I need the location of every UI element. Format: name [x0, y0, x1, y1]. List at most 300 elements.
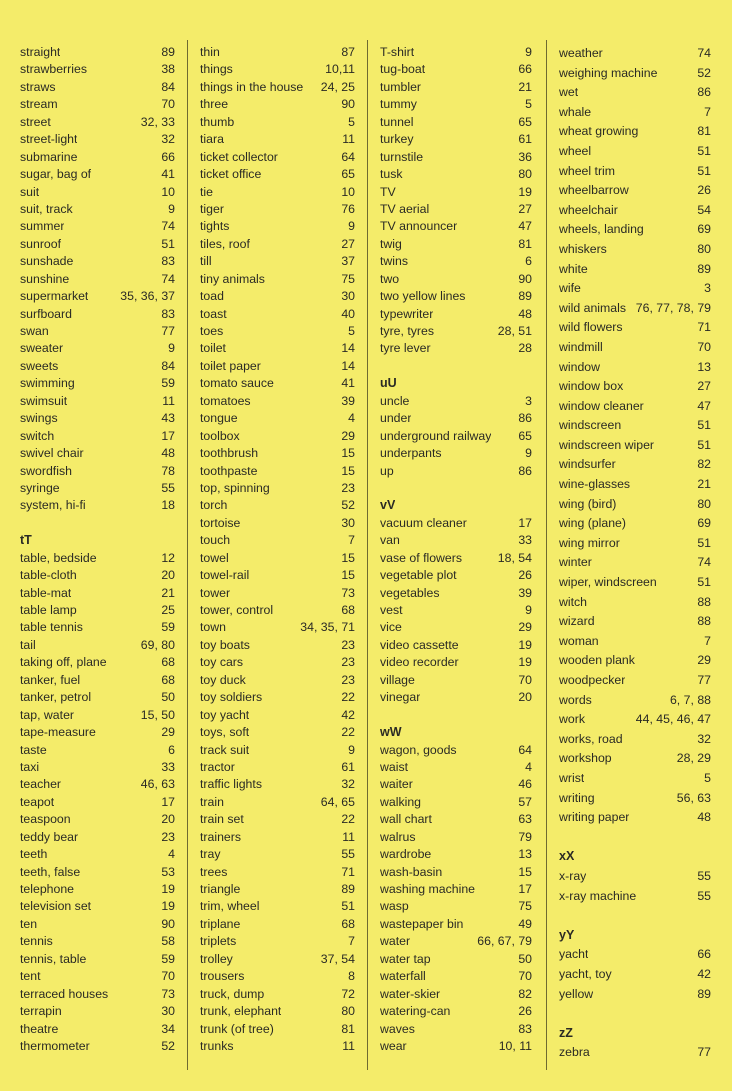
- entry-word: wooden plank: [559, 653, 635, 668]
- index-entry: [380, 864, 532, 881]
- entry-word: taste: [20, 742, 47, 757]
- entry-word: swivel chair: [20, 446, 84, 461]
- entry-page-numbers: 66: [697, 947, 711, 962]
- entry-word: straight: [20, 45, 61, 59]
- entry-word: wardrobe: [380, 847, 432, 862]
- entry-page-numbers: 58: [161, 934, 175, 949]
- index-entry: [380, 898, 532, 915]
- entry-page-numbers: 21: [697, 477, 711, 492]
- entry-page-numbers: 19: [161, 882, 175, 896]
- entry-page-numbers: 89: [341, 882, 355, 896]
- index-entry: [380, 149, 532, 166]
- entry-word: train: [200, 794, 224, 809]
- entry-word: tiara: [200, 132, 224, 147]
- index-entry: [20, 79, 175, 96]
- index-entry: [20, 480, 175, 497]
- index-entry: [559, 867, 711, 887]
- index-entry: [200, 79, 355, 96]
- entry-page-numbers: 75: [341, 271, 355, 286]
- entry-page-numbers: 15: [341, 568, 355, 583]
- index-entry: [200, 951, 355, 968]
- entry-page-numbers: 51: [161, 236, 175, 251]
- entry-word: toys, soft: [200, 725, 250, 740]
- entry-page-numbers: 81: [341, 1021, 355, 1036]
- entry-page-numbers: 26: [697, 183, 711, 198]
- index-entry: [200, 358, 355, 375]
- entry-page-numbers: 68: [161, 672, 175, 687]
- entry-word: waves: [380, 1021, 415, 1036]
- index-entry: [200, 428, 355, 445]
- entry-word: towel: [200, 550, 229, 565]
- index-entry: [20, 236, 175, 253]
- entry-page-numbers: 42: [341, 707, 355, 722]
- index-entry: [559, 44, 711, 64]
- entry-word: washing machine: [380, 882, 476, 896]
- entry-word: workshop: [559, 751, 612, 766]
- index-entry: [559, 769, 711, 789]
- index-entry: [559, 985, 711, 1005]
- entry-page-numbers: 66, 67, 79: [477, 934, 532, 949]
- column-divider: [367, 40, 368, 1070]
- section-gap: [20, 515, 175, 532]
- entry-page-numbers: 71: [341, 864, 355, 879]
- entry-page-numbers: 48: [697, 810, 711, 825]
- entry-page-numbers: 11: [342, 1038, 355, 1053]
- index-entry: [200, 550, 355, 567]
- entry-page-numbers: 50: [518, 951, 532, 966]
- index-entry: [20, 689, 175, 706]
- index-entry: [380, 44, 532, 61]
- entry-word: village: [380, 672, 415, 687]
- letter-heading: [559, 926, 711, 946]
- entry-word: touch: [200, 533, 231, 548]
- index-entry: [200, 776, 355, 793]
- entry-page-numbers: 28, 29: [676, 751, 711, 766]
- index-entry: [20, 742, 175, 759]
- entry-word: thin: [200, 45, 220, 59]
- entry-page-numbers: 63: [518, 812, 532, 827]
- entry-word: wing (bird): [559, 496, 617, 511]
- entry-word: tray: [200, 847, 221, 862]
- index-entry: [20, 166, 175, 183]
- entry-word: yacht, toy: [559, 966, 612, 981]
- index-entry: [200, 114, 355, 131]
- entry-word: wild animals: [559, 300, 626, 315]
- entry-word: swan: [20, 324, 49, 338]
- entry-word: toilet paper: [200, 358, 261, 373]
- entry-word: trunks: [200, 1038, 234, 1053]
- entry-page-numbers: 19: [161, 899, 175, 914]
- index-entry: [559, 749, 711, 769]
- index-entry: [380, 1003, 532, 1020]
- index-entry: [380, 306, 532, 323]
- index-entry: [559, 651, 711, 671]
- index-entry: [20, 201, 175, 218]
- index-entry: [20, 619, 175, 636]
- index-entry: [200, 166, 355, 183]
- entry-page-numbers: 88: [697, 614, 711, 629]
- entry-page-numbers: 80: [518, 167, 532, 182]
- index-entry: [380, 951, 532, 968]
- index-entry: [200, 1003, 355, 1020]
- index-entry: [559, 789, 711, 809]
- entry-word: waterfall: [380, 969, 426, 984]
- index-entry: [380, 689, 532, 706]
- index-entry: [20, 602, 175, 619]
- entry-word: switch: [20, 428, 55, 443]
- entry-page-numbers: 5: [348, 324, 355, 338]
- index-entry: [20, 916, 175, 933]
- entry-word: work: [559, 712, 585, 727]
- entry-page-numbers: 20: [518, 690, 532, 705]
- entry-page-numbers: 6: [168, 742, 175, 757]
- entry-page-numbers: 17: [161, 428, 175, 443]
- index-entry: [380, 811, 532, 828]
- entry-page-numbers: 90: [161, 916, 175, 931]
- index-column-4: [559, 44, 711, 1063]
- entry-word: x-ray: [559, 868, 587, 883]
- entry-word: three: [200, 97, 229, 112]
- index-entry: [20, 724, 175, 741]
- index-entry: [20, 846, 175, 863]
- entry-page-numbers: 73: [341, 585, 355, 600]
- entry-page-numbers: 47: [518, 219, 532, 234]
- index-entry: [200, 340, 355, 357]
- entry-word: white: [559, 261, 588, 276]
- entry-word: vinegar: [380, 690, 421, 705]
- entry-word: taking off, plane: [20, 655, 107, 670]
- entry-word: tap, water: [20, 707, 74, 722]
- entry-page-numbers: 55: [161, 480, 175, 495]
- entry-page-numbers: 69: [697, 516, 711, 531]
- entry-word: wing mirror: [559, 535, 620, 550]
- index-entry: [20, 184, 175, 201]
- entry-page-numbers: 37: [341, 254, 355, 269]
- entry-page-numbers: 53: [161, 864, 175, 879]
- entry-word: ticket collector: [200, 149, 278, 164]
- entry-page-numbers: 9: [525, 45, 532, 59]
- entry-word: tanker, petrol: [20, 690, 92, 705]
- entry-page-numbers: 69, 80: [140, 637, 175, 652]
- entry-page-numbers: 51: [697, 575, 711, 590]
- entry-page-numbers: 27: [518, 201, 532, 216]
- entry-page-numbers: 10, 11: [498, 1038, 532, 1053]
- entry-word: telephone: [20, 882, 75, 896]
- entry-page-numbers: 64: [518, 742, 532, 757]
- entry-word: tower, control: [200, 603, 274, 617]
- entry-word: woman: [559, 633, 599, 648]
- index-entry: [20, 794, 175, 811]
- entry-page-numbers: 14: [341, 358, 355, 373]
- entry-word: tape-measure: [20, 725, 96, 740]
- index-entry: [380, 654, 532, 671]
- index-entry: [20, 340, 175, 357]
- index-entry: [380, 131, 532, 148]
- index-entry: [380, 201, 532, 218]
- index-entry: [380, 288, 532, 305]
- entry-word: up: [380, 463, 394, 478]
- entry-page-numbers: 83: [518, 1021, 532, 1036]
- index-entry: [20, 864, 175, 881]
- entry-page-numbers: 52: [161, 1038, 175, 1053]
- index-entry: [20, 44, 175, 61]
- entry-page-numbers: 5: [704, 770, 711, 785]
- index-entry: [20, 707, 175, 724]
- index-entry: [200, 532, 355, 549]
- entry-word: underground railway: [380, 428, 492, 443]
- index-entry: [559, 260, 711, 280]
- section-gap: [380, 480, 532, 497]
- entry-word: water-skier: [380, 986, 441, 1001]
- index-entry: [559, 358, 711, 378]
- entry-word: toast: [200, 306, 227, 321]
- index-entry: [559, 142, 711, 162]
- index-entry: [559, 691, 711, 711]
- entry-page-numbers: 76, 77, 78, 79: [635, 300, 711, 315]
- entry-word: straws: [20, 79, 56, 94]
- entry-page-numbers: 28: [518, 341, 532, 356]
- index-entry: [20, 96, 175, 113]
- index-entry: [200, 986, 355, 1003]
- index-entry: [559, 279, 711, 299]
- entry-word: train set: [200, 812, 244, 827]
- entry-word: summer: [20, 219, 65, 234]
- index-entry: [559, 671, 711, 691]
- index-entry: [20, 898, 175, 915]
- entry-page-numbers: 78: [161, 463, 175, 478]
- entry-word: van: [380, 533, 400, 548]
- entry-word: turkey: [380, 132, 414, 147]
- index-entry: [559, 710, 711, 730]
- entry-page-numbers: 51: [341, 899, 355, 914]
- index-entry: [200, 619, 355, 636]
- index-entry: [559, 553, 711, 573]
- index-entry: [380, 114, 532, 131]
- entry-page-numbers: 52: [697, 65, 711, 80]
- index-entry: [559, 240, 711, 260]
- entry-page-numbers: 65: [341, 167, 355, 182]
- entry-page-numbers: 6: [525, 254, 532, 269]
- entry-page-numbers: 89: [161, 45, 175, 59]
- entry-page-numbers: 55: [697, 868, 711, 883]
- entry-page-numbers: 68: [161, 655, 175, 670]
- index-entry: [380, 933, 532, 950]
- index-entry: [200, 184, 355, 201]
- index-entry: [380, 550, 532, 567]
- entry-word: windscreen: [559, 418, 622, 433]
- entry-page-numbers: 32: [161, 132, 175, 147]
- section-gap: [559, 906, 711, 926]
- index-entry: [200, 724, 355, 741]
- entry-page-numbers: 49: [518, 916, 532, 931]
- entry-word: terrapin: [20, 1004, 62, 1019]
- entry-word: toothbrush: [200, 446, 259, 461]
- entry-word: toolbox: [200, 428, 240, 443]
- entry-page-numbers: 15: [341, 463, 355, 478]
- index-entry: [380, 567, 532, 584]
- index-entry: [20, 585, 175, 602]
- entry-word: walking: [380, 794, 422, 809]
- entry-word: windsurfer: [559, 457, 616, 472]
- entry-word: writing: [559, 790, 595, 805]
- index-entry: [200, 393, 355, 410]
- index-entry: [200, 61, 355, 78]
- index-entry: [200, 323, 355, 340]
- entry-word: wagon, goods: [380, 742, 457, 757]
- entry-word: theatre: [20, 1021, 59, 1036]
- index-entry: [200, 864, 355, 881]
- entry-word: swimsuit: [20, 393, 68, 408]
- entry-word: toad: [200, 289, 224, 304]
- index-entry: [380, 968, 532, 985]
- index-entry: [200, 1038, 355, 1055]
- entry-word: wine-glasses: [559, 477, 631, 492]
- entry-word: triangle: [200, 882, 241, 896]
- index-entry: [200, 898, 355, 915]
- index-entry: [20, 881, 175, 898]
- entry-word: TV aerial: [380, 201, 430, 216]
- entry-page-numbers: 15: [341, 446, 355, 461]
- entry-word: supermarket: [20, 289, 89, 304]
- entry-page-numbers: 22: [341, 725, 355, 740]
- index-entry: [559, 573, 711, 593]
- entry-word: tower: [200, 585, 231, 600]
- entry-page-numbers: 10: [161, 184, 175, 199]
- entry-page-numbers: 48: [518, 306, 532, 321]
- index-entry: [20, 253, 175, 270]
- entry-page-numbers: 32: [341, 777, 355, 792]
- entry-word: wife: [559, 281, 581, 296]
- entry-page-numbers: 55: [697, 888, 711, 903]
- index-entry: [559, 220, 711, 240]
- entry-page-numbers: 72: [341, 986, 355, 1001]
- index-entry: [200, 410, 355, 427]
- entry-page-numbers: 52: [341, 498, 355, 513]
- entry-word: sunroof: [20, 236, 62, 251]
- index-entry: [380, 776, 532, 793]
- entry-page-numbers: 22: [341, 812, 355, 827]
- entry-page-numbers: 33: [518, 533, 532, 548]
- index-entry: [200, 742, 355, 759]
- index-entry: [20, 393, 175, 410]
- entry-page-numbers: 77: [697, 1045, 711, 1060]
- entry-page-numbers: 9: [525, 603, 532, 617]
- index-entry: [380, 410, 532, 427]
- entry-page-numbers: 65: [518, 114, 532, 129]
- entry-page-numbers: 68: [341, 603, 355, 617]
- entry-word: vase of flowers: [380, 550, 463, 565]
- entry-word: toes: [200, 324, 224, 338]
- entry-word: wash-basin: [380, 864, 443, 879]
- entry-word: typewriter: [380, 306, 434, 321]
- entry-page-numbers: 44, 45, 46, 47: [635, 712, 711, 727]
- entry-page-numbers: 9: [525, 446, 532, 461]
- entry-word: writing paper: [559, 810, 630, 825]
- entry-word: weather: [559, 46, 603, 60]
- entry-word: tomatoes: [200, 393, 251, 408]
- index-entry: [20, 218, 175, 235]
- entry-page-numbers: 41: [161, 167, 175, 182]
- entry-word: windmill: [559, 339, 603, 354]
- entry-page-numbers: 15: [341, 550, 355, 565]
- entry-word: water: [380, 934, 411, 949]
- entry-word: underpants: [380, 446, 442, 461]
- index-entry: [559, 201, 711, 221]
- index-entry: [200, 759, 355, 776]
- entry-word: wrist: [559, 770, 585, 785]
- index-entry: [200, 707, 355, 724]
- entry-page-numbers: 89: [697, 261, 711, 276]
- entry-word: stream: [20, 97, 58, 112]
- entry-word: teeth, false: [20, 864, 81, 879]
- entry-word: triplane: [200, 916, 241, 931]
- index-entry: [200, 463, 355, 480]
- index-entry: [380, 253, 532, 270]
- entry-word: tusk: [380, 167, 403, 182]
- index-entry: [20, 1038, 175, 1055]
- index-entry: [559, 338, 711, 358]
- index-entry: [200, 131, 355, 148]
- entry-word: ticket office: [200, 167, 262, 182]
- entry-word: under: [380, 411, 412, 426]
- index-entry: [20, 131, 175, 148]
- section-gap: [559, 828, 711, 848]
- index-entry: [200, 218, 355, 235]
- entry-word: two yellow lines: [380, 289, 466, 304]
- entry-word: taxi: [20, 759, 40, 774]
- entry-word: teaspoon: [20, 812, 71, 827]
- entry-page-numbers: 18: [161, 498, 175, 513]
- entry-page-numbers: 17: [518, 882, 532, 896]
- entry-word: torch: [200, 498, 228, 513]
- entry-page-numbers: 4: [525, 759, 532, 774]
- index-entry: [380, 340, 532, 357]
- index-entry: [380, 271, 532, 288]
- index-entry: [380, 986, 532, 1003]
- entry-page-numbers: 50: [161, 690, 175, 705]
- index-entry: [20, 497, 175, 514]
- entry-page-numbers: 19: [518, 655, 532, 670]
- entry-word: swordfish: [20, 463, 72, 478]
- entry-word: wizard: [559, 614, 595, 629]
- entry-page-numbers: 29: [161, 725, 175, 740]
- entry-word: waiter: [380, 777, 413, 792]
- entry-page-numbers: 30: [341, 515, 355, 530]
- entry-page-numbers: 77: [697, 673, 711, 687]
- entry-page-numbers: 14: [341, 341, 355, 356]
- index-entry: [20, 550, 175, 567]
- entry-page-numbers: 86: [697, 85, 711, 100]
- index-entry: [20, 776, 175, 793]
- entry-page-numbers: 29: [697, 653, 711, 668]
- index-entry: [200, 602, 355, 619]
- entry-page-numbers: 81: [697, 124, 711, 139]
- entry-page-numbers: 19: [518, 184, 532, 199]
- entry-page-numbers: 19: [518, 637, 532, 652]
- entry-word: yacht: [559, 947, 589, 962]
- index-entry: [559, 612, 711, 632]
- entry-page-numbers: 32: [697, 731, 711, 746]
- entry-word: sweater: [20, 341, 64, 356]
- entry-page-numbers: 25: [161, 603, 175, 617]
- entry-word: thumb: [200, 114, 235, 129]
- entry-page-numbers: 89: [518, 289, 532, 304]
- entry-word: things: [200, 62, 233, 77]
- index-entry: [380, 96, 532, 113]
- entry-word: works, road: [559, 731, 623, 746]
- index-entry: [200, 689, 355, 706]
- entry-page-numbers: 23: [341, 637, 355, 652]
